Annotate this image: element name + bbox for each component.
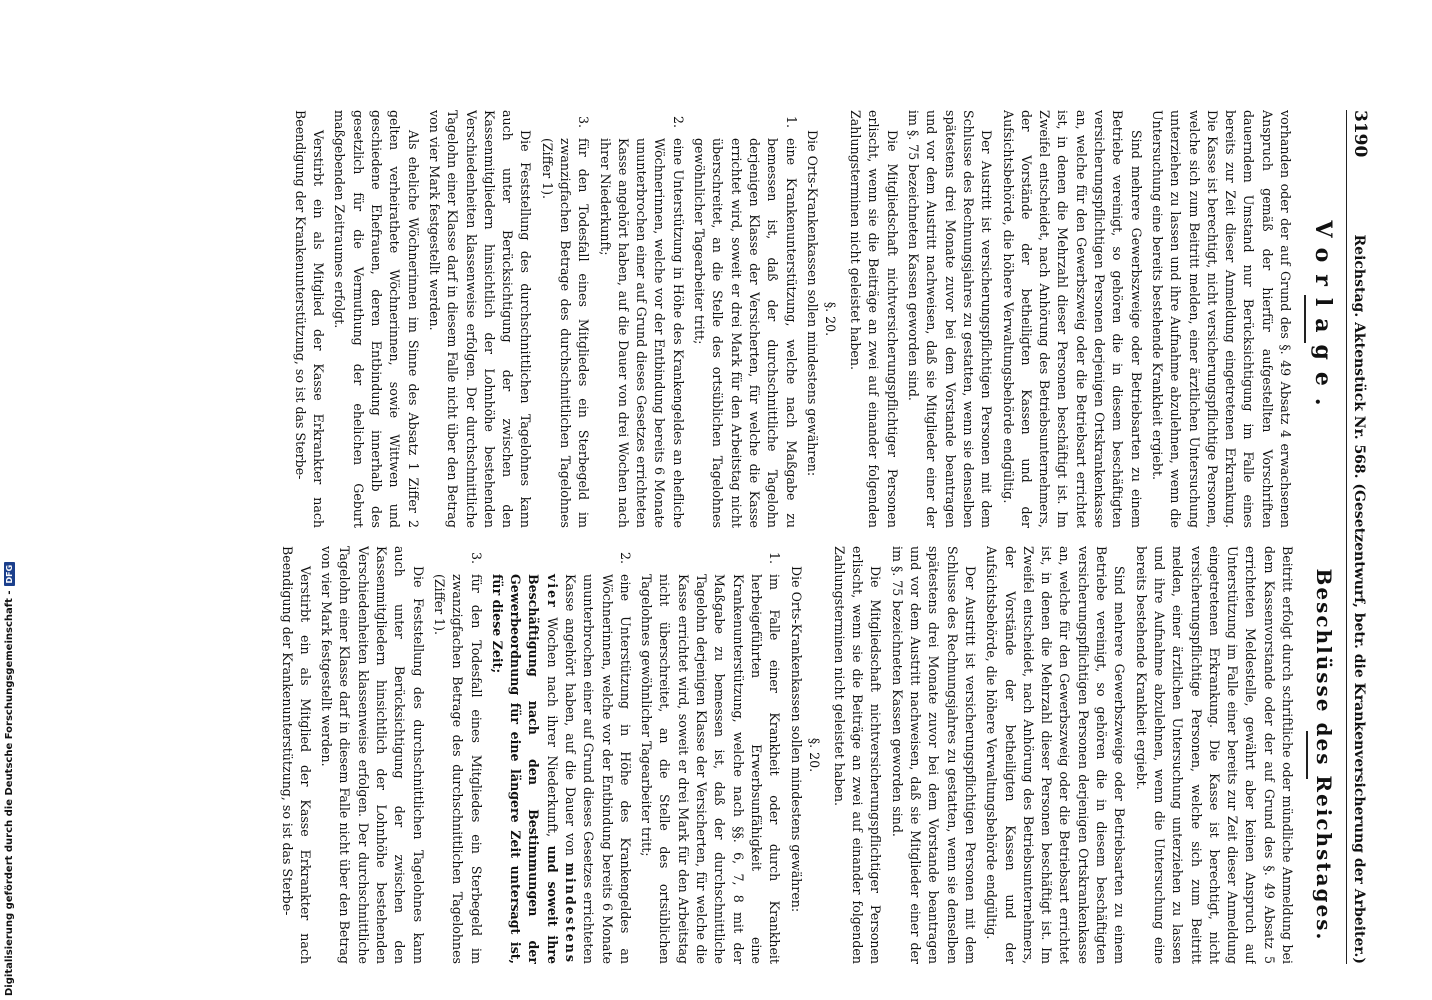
paragraph: Der Austritt ist versicherungspflichtigen Personen mit dem Schlusse des Rechnungsjahres zu gestatten, wenn sie denselben spätestens drei Monate zuvor bei dem Vorstande beantragen und vor dem Austritt nachweisen, daß sie Mitglieder einer der im §. 75 bezeichneten Kassen geworden sind. [906, 110, 995, 528]
list-item [537, 110, 592, 528]
list-item [595, 110, 686, 528]
paragraph: Verstirbt ein als Mitglied der Kasse Erkrankter nach Beendigung der Krankenunterstützung, so ist das Sterbe- [292, 110, 327, 528]
title-rule [1306, 731, 1308, 779]
page-number: 3190 [1350, 110, 1370, 158]
list-number: 3. [468, 552, 484, 565]
column-title-beschluesse: Beschlüsse des Reichstages. [1312, 568, 1336, 942]
list-item [488, 546, 634, 964]
dfg-logo-icon: DFG [4, 562, 15, 587]
section-heading: §. 20. [822, 301, 838, 337]
paragraph: Die Feststellung des durchschnittlichen Tagelohnes kann auch unter Berücksichtigung der zwischen den Kassenmitgliedern hinsichtlich der Lohnhöhe bestehenden Verschiedenheiten klassenweise erfolgen. Der durchschnittliche Tagelohn einer Klasse darf in diesem Falle nicht über den Betrag von vier Mark festgestellt werden. [319, 546, 426, 964]
section-heading: §. 20. [806, 737, 822, 773]
digitization-credit [0, 0, 18, 1000]
paragraph: Der Austritt ist versicherungspflichtigen Personen mit dem Schlusse des Rechnungsjahres zu gestatten, wenn sie denselben spätestens drei Monate zuvor bei dem Vorstande beantragen und vor dem Austritt nachweisen, daß sie Mitglieder einer der im §. 75 bezeichneten Kassen geworden sind. [889, 546, 978, 964]
digitization-text: Digitalisierung gefördert durch die Deutsche Forschungsgemeinschaft - [3, 590, 15, 996]
paragraph: Sind mehrere Gewerbszweige oder Betriebsarten zu einem Betriebe vereinigt, so gehören die in diesem beschäftigten versicherungspflichtigen Personen derjenigen Ortskrankenkasse an, welche für den Gewerbszweig oder die Betriebsart errichtet ist, in denen die Mehrzahl dieser Personen beschäftigt ist. Im Zweifel entscheidet, nach Anhörung des Betriebsunternehmers, der Vorstände der betheiligten Kassen und der Aufsichtsbehörde, die höhere Verwaltungsbehörde endgültig. [984, 546, 1128, 964]
list-text: im Falle einer Krankheit oder durch Krankheit herbeigeführten Erwerbsunfähigkeit eine Krankenunterstützung, welche nach §§. 6, 7, 8 mit der Maßgabe zu bemessen ist, daß der durchschnittliche Tagelohn derjenigen Klasse der Versicherten, für welche die Kasse errichtet wird, soweit er drei Mark für den Arbeitstag nicht überschreitet, an die Stelle des ortsüblichen Tagelohnes gewöhnlicher Tagearbeiter tritt; [639, 574, 783, 964]
list-text: eine Unterstützung in Höhe des Krankengeldes an ehefliche Wöchnerinnen, welche vor der Entbindung bereits 6 Monate ununterbrochen einer auf Grund dieses Gesetzes errichteten Kasse angehört haben, auf die Dauer von drei Wochen nach ihrer Niederkunft; [597, 138, 686, 528]
list-number: 1. [783, 116, 799, 129]
paragraph: Die Mitgliedschaft nichtversicherungspflichtiger Personen erlischt, wenn sie die Beiträge an zwei auf einander folgenden Zahlungsterminen nicht geleistet haben. [848, 110, 900, 528]
list-number: 1. [767, 552, 783, 565]
list-number: 3. [576, 116, 592, 129]
list-text: eine Krankenunterstützung, welche nach Maßgabe zu bemessen ist, daß der durchschnittliche Tagelohn derjenigen Klasse der Versicherten, für welche die Kasse errichtet wird, soweit er drei Mark für den Arbeitstag nicht überschreitet, an die Stelle des ortsüblichen Tagelohnes gewöhnlicher Tagearbeiter tritt; [692, 138, 799, 528]
column-title-vorlage: Vorlage. [1310, 220, 1336, 418]
bold-amendment: und soweit ihre Beschäftigung nach den Bestimmungen der Gewerbeordnung für eine längere Zeit untersagt ist, für diese Zeit; [489, 574, 560, 964]
list-item [430, 546, 485, 964]
paragraph: Als eheliche Wöchnerinnen im Sinne des Absatz 1 Ziffer 2 gelten verheirathete Wöchnerinnen, sowie Wittwen und geschiedene Ehefrauen, deren Entbindung innerhalb des gesetzlich für die Vermuthung der ehelichen Geburt maßgebenden Zeitraumes erfolgt. [332, 110, 421, 528]
list-number: 2. [670, 116, 686, 129]
paragraph: Die Mitgliedschaft nichtversicherungspflichtiger Personen erlischt, wenn sie die Beiträge an zwei auf einander folgenden Zahlungsterminen nicht geleistet haben. [831, 546, 884, 964]
title-rule [1304, 295, 1306, 343]
list-text [488, 574, 634, 964]
bold-amendment: mindestens vier [544, 574, 579, 964]
paragraph: vorhanden oder der auf Grund des §. 49 Absatz 4 erwachsenen Anspruch gemäß der hierfür aufgestellten Vorschriften dauerndem Umstand nur Berücksichtigung im Falle eines bereits zur Zeit dieser Anmeldung eingetretenen Erkrankung. Die Kasse ist berechtigt, nicht versicherungspflichtige Personen, welche sich zum Beitritt melden, einer ärztlichen Untersuchung unterziehen zu lassen und ihre Aufnahme abzulehnen, wenn die Untersuchung eine bereits bestehende Krankheit ergiebt. [1149, 110, 1293, 528]
list-number: 2. [617, 552, 633, 565]
list-item [637, 546, 783, 964]
list-text-part: eine Unterstützung in Höhe des Krankengeldes an Wöchnerinnen, welche vor der Entbindung bereits 6 Monate ununterbrochen einer auf Grund dieses Gesetzes errichteten Kasse angehört haben, auf die Dauer von [563, 574, 633, 964]
column-vorlage [274, 110, 1340, 528]
list-text: für den Todesfall eines Mitgliedes ein Sterbegeld im zwanzigfachen Betrage des durchschnittlichen Tagelohnes (Ziffer 1). [431, 574, 484, 964]
running-head [1346, 110, 1370, 964]
column-beschluesse [274, 546, 1340, 964]
paragraph: Beitritt erfolgt durch schriftliche oder mündliche Anmeldung bei dem Kassenvorstande oder der auf Grund des §. 49 Absatz 5 errichteten Meldestelle, gewährt aber keinen Anspruch auf Unterstützung im Falle einer bereits zur Zeit dieser Anmeldung eingetretenen Erkrankung. Die Kasse ist berechtigt, nicht versicherungspflichtige Personen, welche sich zum Beitritt melden, einer ärztlichen Untersuchung unterziehen zu lassen und ihre Aufnahme abzulehnen, wenn die Untersuchung eine bereits bestehende Krankheit ergiebt. [1133, 546, 1295, 964]
paragraph: Verstirbt ein als Mitglied der Kasse Erkrankter nach Beendigung der Krankenunterstützung, so ist das Sterbe- [279, 546, 313, 964]
paragraph: Die Feststellung des durchschnittlichen Tagelohnes kann auch unter Berücksichtigung der zwischen den Kassenmitgliedern hinsichtlich der Lohnhöhe bestehenden Verschiedenheiten klassenweise erfolgen. Der durchschnittliche Tagelohn einer Klasse darf in diesem Falle nicht über den Betrag von vier Mark festgestellt werden. [426, 110, 534, 528]
paragraph: Die Orts-Krankenkassen sollen mindestens gewähren: [804, 130, 820, 477]
paragraph: Sind mehrere Gewerbszweige oder Betriebsarten zu einem Betriebe vereinigt, so gehören die in diesem beschäftigten versicherungspflichtigen Personen derjenigen Ortskrankenkasse an, welche für den Gewerbszweig oder die Betriebsart errichtet ist, in denen die Mehrzahl dieser Personen beschäftigt ist. Im Zweifel entscheidet, nach Anhörung des Betriebsunternehmers, der Vorstände der betheiligten Kassen und der Aufsichtsbehörde, die höhere Verwaltungsbehörde endgültig. [1000, 110, 1144, 528]
two-column-body [274, 110, 1340, 964]
running-head-title: Reichstag. Aktenstück Nr. 568. (Gesetzentwurf, betr. die Krankenversicherung der Arbeiter.) [1351, 234, 1367, 964]
paragraph: Die Orts-Krankenkassen sollen mindestens gewähren: [788, 566, 804, 913]
list-text: für den Todesfall eines Mitgliedes ein Sterbegeld im zwanzigfachen Betrage des durchschnittlichen Tagelohnes (Ziffer 1). [539, 138, 592, 528]
list-text-part: Wochen nach ihrer Niederkunft, [544, 608, 560, 846]
list-item [690, 110, 800, 528]
